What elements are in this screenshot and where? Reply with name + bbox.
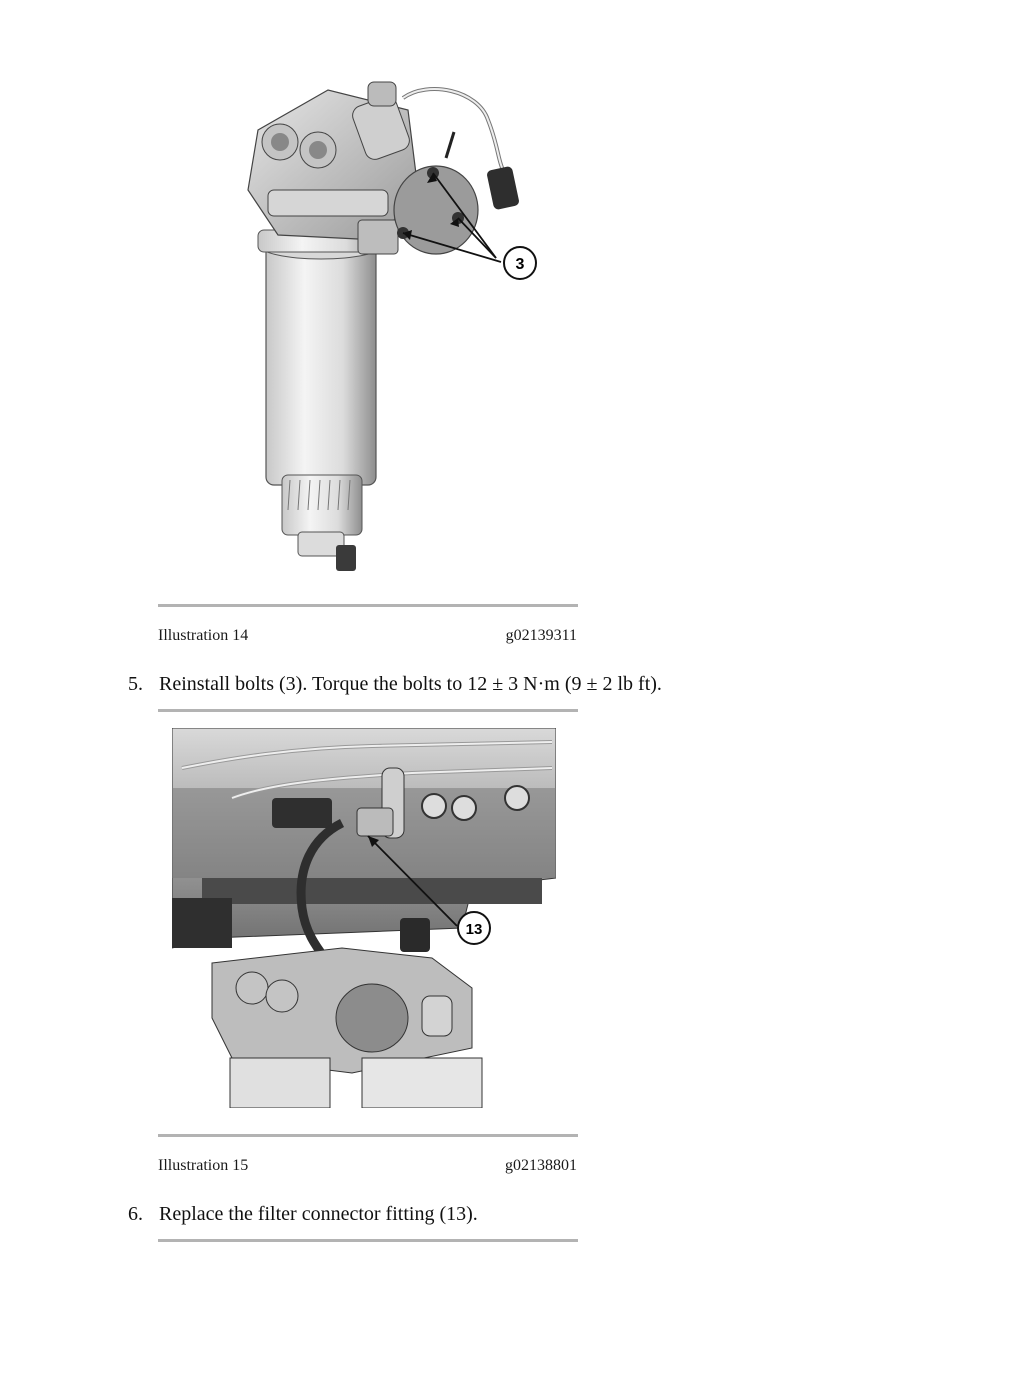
step-6 bbox=[128, 1203, 478, 1226]
step-5-number: 5. bbox=[128, 673, 143, 695]
divider bbox=[158, 1134, 578, 1137]
step-6-number: 6. bbox=[128, 1203, 143, 1225]
divider bbox=[158, 604, 578, 607]
callout-3-label: 3 bbox=[515, 256, 525, 273]
illustration-15-label: Illustration 15 bbox=[158, 1157, 249, 1174]
callout-13-label: 13 bbox=[465, 921, 483, 938]
divider bbox=[158, 1239, 578, 1242]
step-5 bbox=[128, 673, 662, 696]
illustration-15-id: g02138801 bbox=[505, 1157, 577, 1174]
illustration-14-label: Illustration 14 bbox=[158, 627, 249, 644]
step-5-text: Reinstall bolts (3). Torque the bolts to 12 ± 3 N·m (9 ± 2 lb ft). bbox=[159, 673, 662, 695]
illustration-14-id: g02139311 bbox=[505, 627, 577, 644]
illustration-15-image bbox=[172, 728, 556, 1108]
illustration-14-image bbox=[218, 70, 558, 580]
divider bbox=[158, 709, 578, 712]
step-6-text: Replace the filter connector fitting (13). bbox=[159, 1203, 478, 1225]
